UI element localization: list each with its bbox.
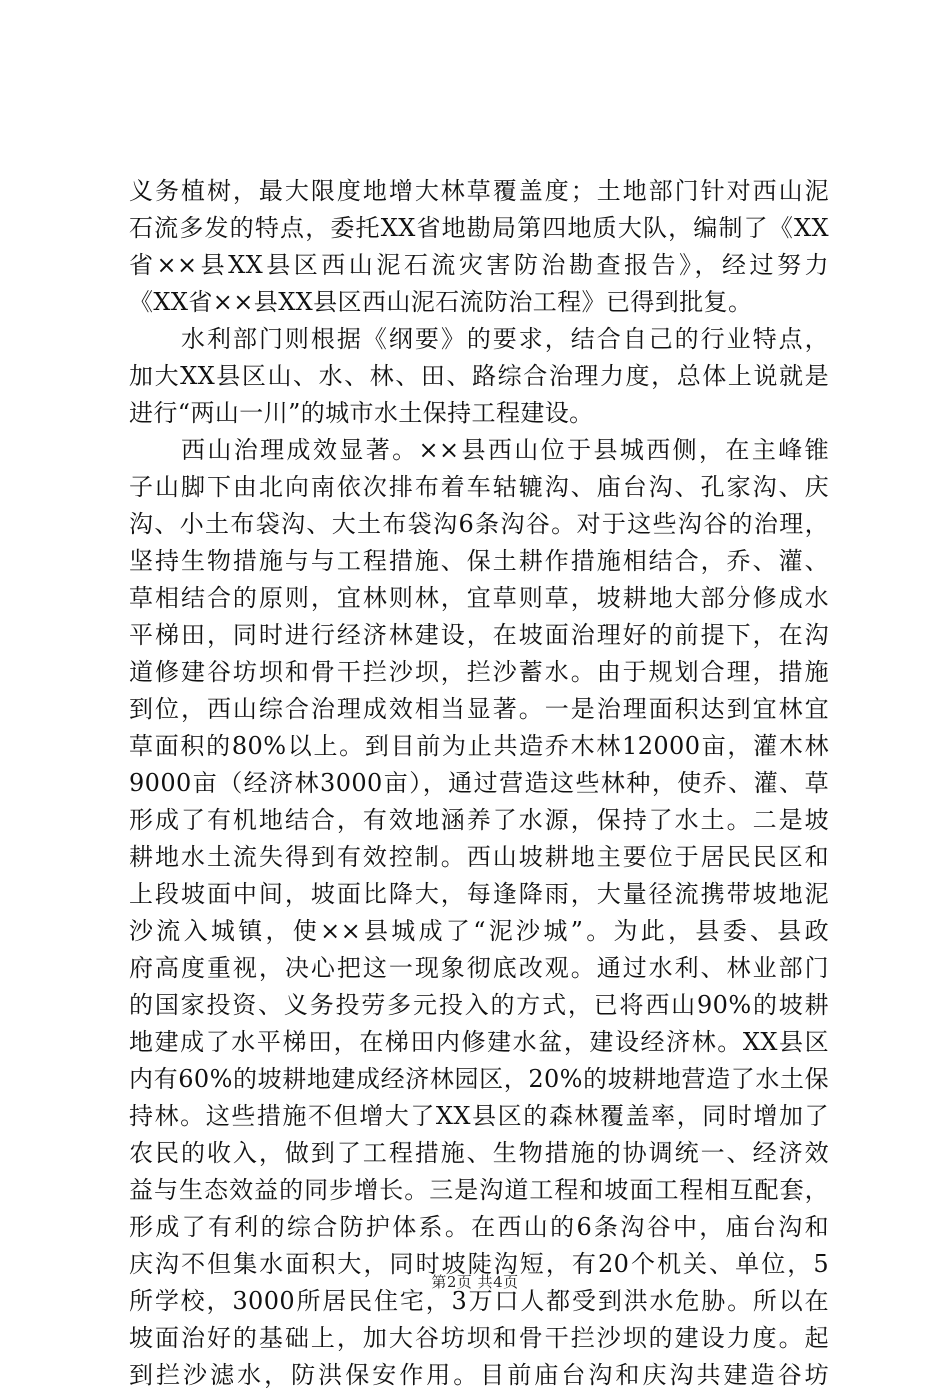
text-line: 西山治理成效显著。××县西山位于县城西侧，在主峰锥 xyxy=(181,436,829,464)
text-line: 所学校，3000所居民住宅，3万口人都受到洪水危胁。所以在 xyxy=(129,1287,829,1315)
text-line: 子山脚下由北向南依次排布着车轱辘沟、庙台沟、孔家沟、庆 xyxy=(129,473,829,501)
text-line: 形成了有机地结合，有效地涵养了水源，保持了水土。二是坡 xyxy=(129,806,829,834)
text-line: 沟、小土布袋沟、大土布袋沟6条沟谷。对于这些沟谷的治理， xyxy=(129,510,829,538)
text-line: 石流多发的特点，委托XX省地勘局第四地质大队，编制了《XX xyxy=(129,214,829,242)
text-line: 地建成了水平梯田，在梯田内修建水盆，建设经济林。XX县区 xyxy=(129,1028,829,1056)
text-line: 草相结合的原则，宜林则林，宜草则草，坡耕地大部分修成水 xyxy=(129,584,829,612)
text-line: 坡面治好的基础上，加大谷坊坝和骨干拦沙坝的建设力度。起 xyxy=(129,1324,829,1352)
page-number: 第2页 共4页 xyxy=(431,1273,519,1291)
text-line: 到位，西山综合治理成效相当显著。一是治理面积达到宜林宜 xyxy=(129,695,829,723)
text-line: 水利部门则根据《纲要》的要求，结合自己的行业特点， xyxy=(181,325,829,353)
text-line: 耕地水土流失得到有效控制。西山坡耕地主要位于居民民区和 xyxy=(129,843,829,871)
text-line: 加大XX县区山、水、林、田、路综合治理力度，总体上说就是 xyxy=(129,362,829,390)
text-line: 省××县XX县区西山泥石流灾害防治勘查报告》，经过努力 xyxy=(129,251,829,279)
text-line: 益与生态效益的同步增长。三是沟道工程和坡面工程相互配套， xyxy=(129,1176,829,1204)
text-line: 庆沟不但集水面积大，同时坡陡沟短，有20个机关、单位，5 xyxy=(129,1250,829,1278)
text-line: 9000亩（经济林3000亩），通过营造这些林种，使乔、灌、草 xyxy=(129,769,829,797)
text-line: 持林。这些措施不但增大了XX县区的森林覆盖率，同时增加了 xyxy=(129,1102,829,1130)
text-line: 形成了有利的综合防护体系。在西山的6条沟谷中，庙台沟和 xyxy=(129,1213,829,1241)
text-line: 义务植树，最大限度地增大林草覆盖度；土地部门针对西山泥 xyxy=(129,177,829,205)
text-line: 《XX省××县XX县区西山泥石流防治工程》已得到批复。 xyxy=(129,288,753,316)
text-line: 上段坡面中间，坡面比降大，每逢降雨，大量径流携带坡地泥 xyxy=(129,880,829,908)
text-line: 的国家投资、义务投劳多元投入的方式，已将西山90%的坡耕 xyxy=(129,991,829,1019)
text-line: 进行“两山一川”的城市水土保持工程建设。 xyxy=(129,399,594,427)
text-line: 草面积的80%以上。到目前为止共造乔木林12000亩，灌木林 xyxy=(129,732,829,760)
text-line: 道修建谷坊坝和骨干拦沙坝，拦沙蓄水。由于规划合理，措施 xyxy=(129,658,829,686)
text-line: 府高度重视，决心把这一现象彻底改观。通过水利、林业部门 xyxy=(129,954,829,982)
text-line: 平梯田，同时进行经济林建设，在坡面治理好的前提下，在沟 xyxy=(129,621,829,649)
body-text xyxy=(129,173,829,1394)
text-line: 坚持生物措施与与工程措施、保土耕作措施相结合，乔、灌、 xyxy=(129,547,829,575)
text-line: 内有60%的坡耕地建成经济林园区，20%的坡耕地营造了水土保 xyxy=(129,1065,829,1093)
text-line: 到拦沙滤水，防洪保安作用。目前庙台沟和庆沟共建造谷坊 xyxy=(129,1361,829,1389)
text-line: 农民的收入，做到了工程措施、生物措施的协调统一、经济效 xyxy=(129,1139,829,1167)
text-line: 沙流入城镇，使××县城成了“泥沙城”。为此，县委、县政 xyxy=(129,917,829,945)
